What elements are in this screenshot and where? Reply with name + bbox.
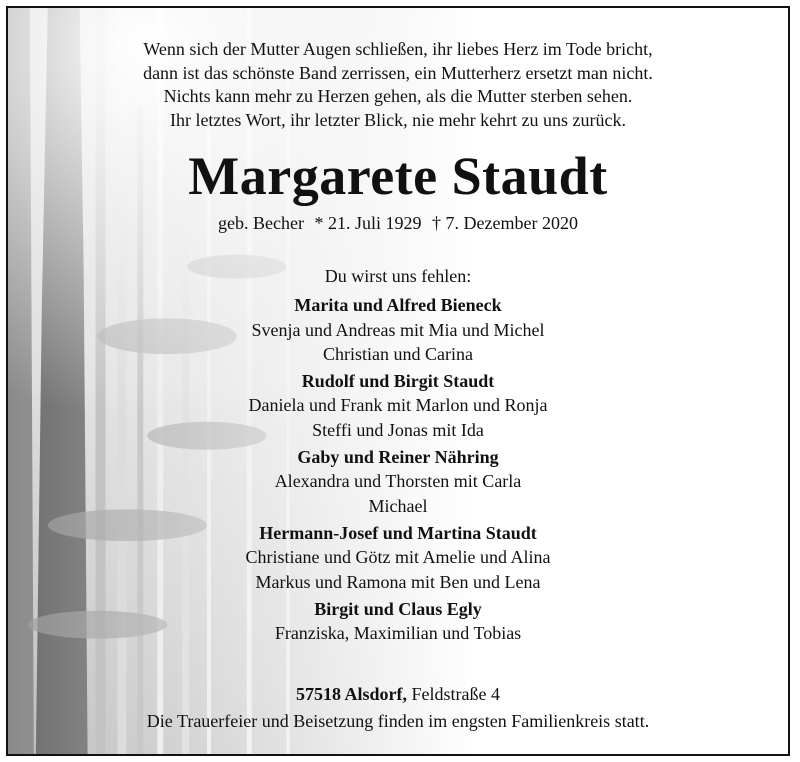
family-head: Birgit und Claus Egly [314, 598, 482, 619]
family-member-line: Daniela und Frank mit Marlon und Ronja [248, 395, 548, 416]
poem-line: Nichts kann mehr zu Herzen gehen, als die Mutter sterben sehen. [163, 86, 633, 106]
family-member-line: Svenja und Andreas mit Mia und Michel [251, 319, 545, 340]
birth-date: * 21. Juli 1929 [314, 213, 422, 233]
poem-line: dann ist das schönste Band zerrissen, ein Mutterherz ersetzt man nicht. [143, 62, 653, 83]
family-member-line: Michael [368, 495, 428, 516]
family-head: Marita und Alfred Bieneck [294, 295, 502, 316]
death-date: † 7. Dezember 2020 [432, 213, 578, 233]
memorial-poem [8, 38, 788, 132]
mourners-list [8, 264, 788, 648]
funeral-note: Die Trauerfeier und Beisetzung finden im engsten Familienkreis statt. [146, 711, 650, 731]
family-member-line: Franziska, Maximilian und Tobias [274, 623, 522, 644]
deceased-name: Margarete Staudt [188, 146, 608, 206]
poem-line: Ihr letztes Wort, ihr letzter Blick, nie mehr kehrt zu uns zurück. [169, 109, 627, 130]
family-member-line: Christiane und Götz mit Amelie und Alina [245, 547, 551, 568]
family-group [8, 597, 788, 646]
poem-line: Wenn sich der Mutter Augen schließen, ihr liebes Herz im Tode bricht, [143, 39, 653, 59]
family-member-line: Steffi und Jonas mit Ida [312, 419, 484, 440]
family-member-line: Markus und Ramona mit Ben und Lena [255, 571, 541, 592]
family-group [8, 521, 788, 594]
family-head: Hermann-Josef und Martina Staudt [259, 522, 537, 543]
life-dates [8, 212, 788, 234]
birth-name: geb. Becher [218, 213, 304, 233]
family-group [8, 445, 788, 518]
address-city: 57518 Alsdorf, [296, 684, 408, 704]
family-head: Rudolf und Birgit Staudt [301, 371, 495, 392]
family-group [8, 293, 788, 366]
mourning-address [8, 682, 788, 706]
family-member-line: Christian und Carina [323, 343, 473, 364]
obituary-notice [6, 6, 790, 756]
address-street: Feldstraße 4 [411, 684, 500, 704]
mourners-intro: Du wirst uns fehlen: [324, 266, 472, 286]
family-group [8, 369, 788, 442]
family-head: Gaby und Reiner Nähring [297, 447, 499, 468]
family-member-line: Alexandra und Thorsten mit Carla [274, 471, 522, 492]
